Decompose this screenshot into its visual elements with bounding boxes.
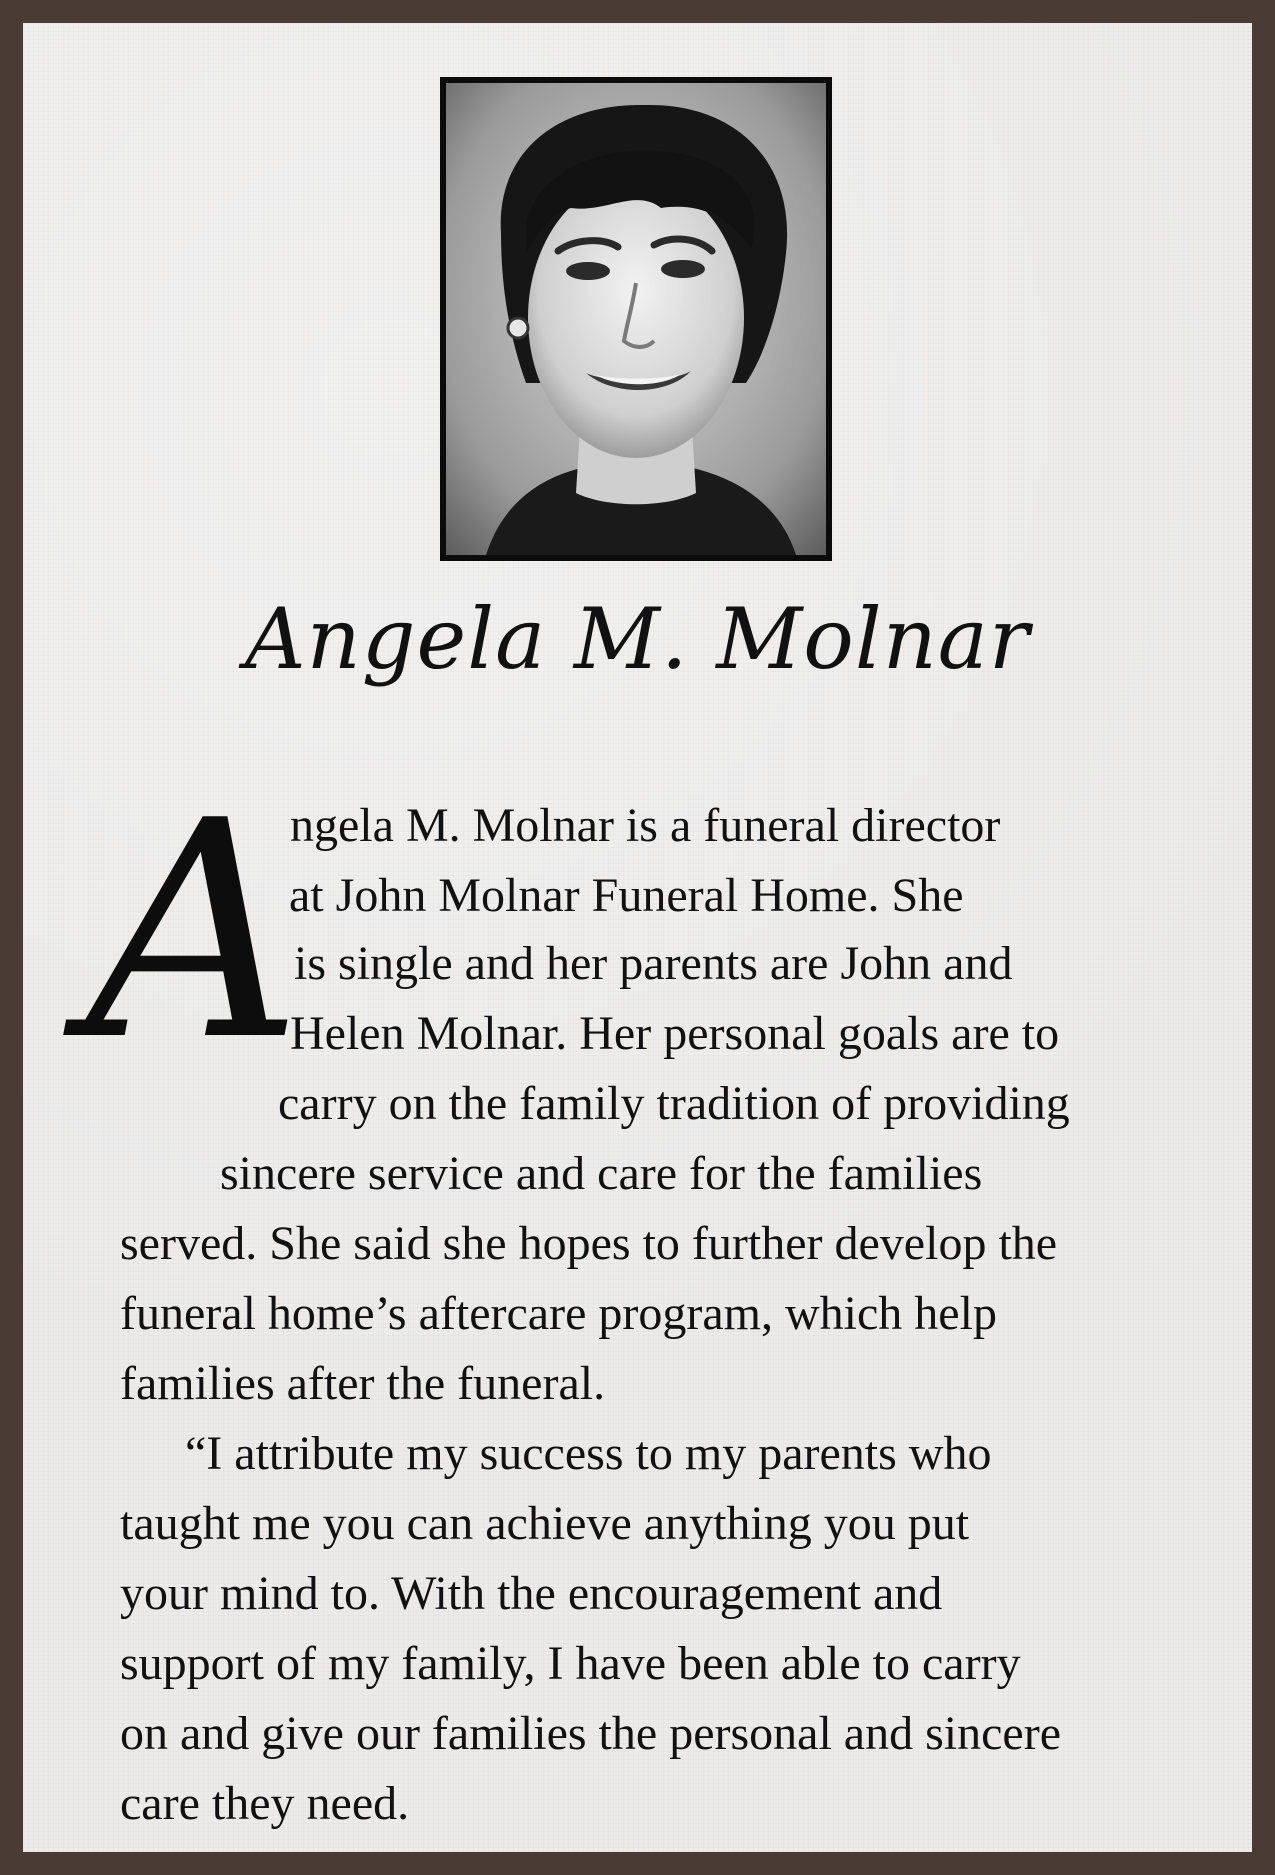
body-line: your mind to. With the encouragement and (120, 1567, 943, 1620)
body-line: is single and her parents are John and (294, 937, 1013, 990)
body-line: families after the funeral. (120, 1357, 606, 1410)
portrait-image (446, 83, 826, 555)
body-line: ngela M. Molnar is a funeral director (290, 799, 1001, 852)
body-line: on and give our families the personal and sincere (120, 1707, 1062, 1760)
body-line: taught me you can achieve anything you put (120, 1497, 970, 1550)
body-line: served. She said she hopes to further develop the (120, 1217, 1058, 1270)
body-line: care they need. (120, 1777, 410, 1830)
body-line: support of my family, I have been able to carry (120, 1637, 1021, 1690)
person-name: Angela M. Molnar (244, 590, 1031, 688)
body-line: carry on the family tradition of providing (278, 1077, 1070, 1130)
body-line: Helen Molnar. Her personal goals are to (290, 1007, 1060, 1060)
body-line: “I attribute my success to my parents who (185, 1427, 992, 1480)
portrait-photo (440, 77, 832, 561)
body-line: sincere service and care for the families (220, 1147, 983, 1200)
drop-cap: A (86, 757, 303, 1106)
body-line: at John Molnar Funeral Home. She (289, 869, 964, 922)
body-line: funeral home’s aftercare program, which help (120, 1287, 997, 1340)
